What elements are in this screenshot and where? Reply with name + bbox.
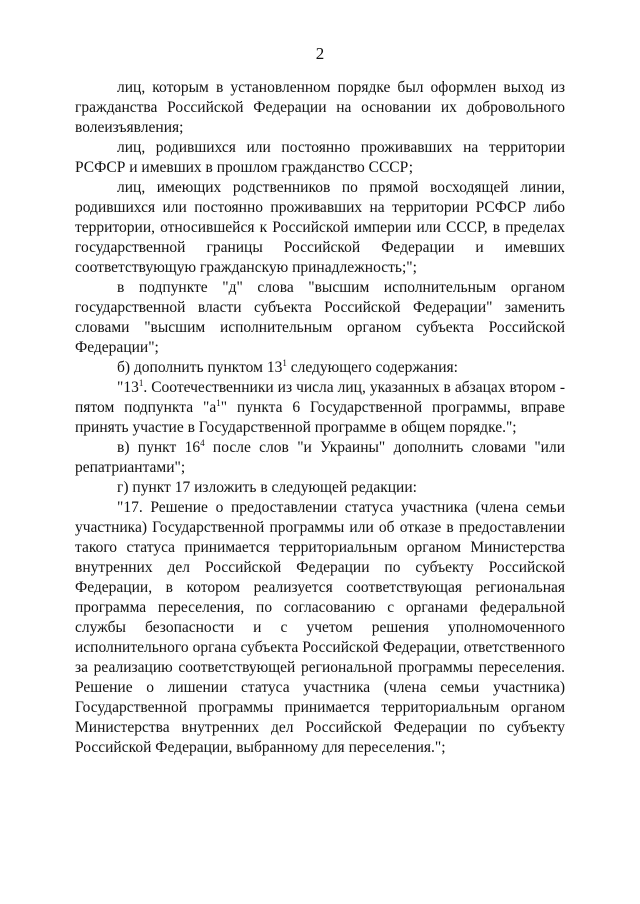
page-number: 2 xyxy=(315,44,325,63)
paragraph-9: "17. Решение о предоставлении статуса участника (члена семьи участника) Государственной программы или об отказе в предоставлении такого статуса принимается территориальным органом Министерства внутренних дел Российской Федерации по субъекту Российской Федерации, в котором реализуется соответствующая региональная программа переселения, по согласованию с органами федеральной службы безопасности и с учетом решения уполномоченного исполнительного органа субъекта Российской Федерации, ответственного за реализацию соответствующей региональной программы переселения. Решение о лишении статуса участника (члена семьи участника) Государственной программы принимается территориальным органом Министерства внутренних дел Российской Федерации по субъекту Российской Федерации, выбранному для переселения."; xyxy=(75,499,565,756)
document-body xyxy=(75,78,565,758)
paragraph-1: лиц, которым в установленном порядке был оформлен выход из гражданства Российской Федерации на основании их добровольного волеизъявления; xyxy=(75,79,565,136)
paragraph-8: г) пункт 17 изложить в следующей редакции: xyxy=(117,479,417,496)
paragraph-5: б) дополнить пунктом $13^1$ следующего содержания: xyxy=(117,358,458,376)
paragraph-3: лиц, имеющих родственников по прямой восходящей линии, родившихся или постоянно проживавших на территории РСФСР либо территории, относившейся к Российской империи или СССР, в пределах государственной границы Российской Федерации и имевших соответствующую гражданскую принадлежность;"; xyxy=(75,179,565,276)
paragraph-6: "$13^1$. Соотечественники из числа лиц, указанных в абзацах втором - пятом подпункта "$а^1$" пункта 6 Государственной программы, вправе принять участие в Государственной программе в общем порядке."; xyxy=(75,378,565,436)
paragraph-7: в) пункт $16^4$ после слов "и Украины" дополнить словами "или репатриантами"; xyxy=(75,438,566,476)
paragraph-4: в подпункте "д" слова "высшим исполнительным органом государственной власти субъекта Российской Федерации" заменить словами "высшим исполнительным органом субъекта Российской Федерации"; xyxy=(75,279,565,356)
paragraph-2: лиц, родившихся или постоянно проживавших на территории РСФСР и имевших в прошлом гражданство СССР; xyxy=(75,139,565,176)
